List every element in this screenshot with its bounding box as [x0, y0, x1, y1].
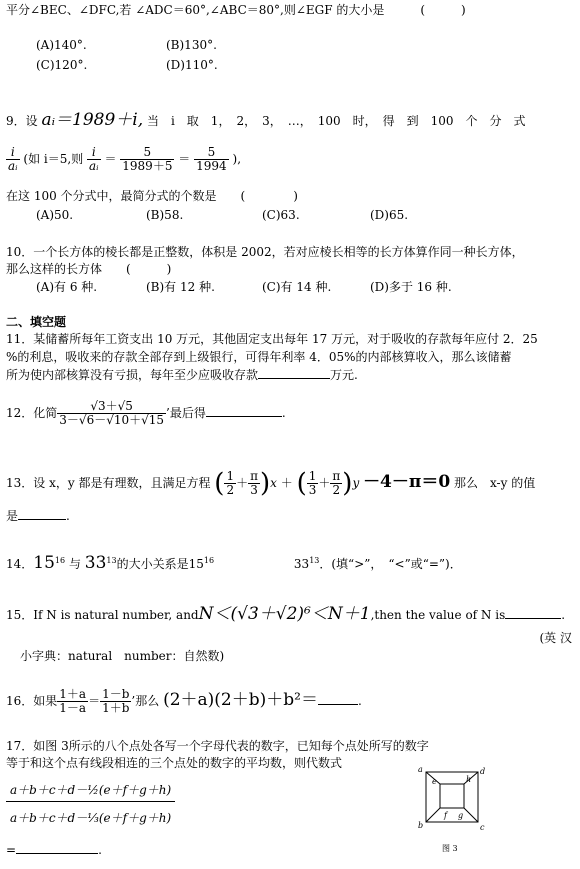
q17-line1: 17．如图 3所示的八个点处各写一个字母代表的数字，已知每个点处所写的数字	[6, 739, 429, 753]
q12-lead: 12．化简	[6, 406, 58, 420]
q10-option-c: (C)有 14 种.	[262, 280, 332, 294]
q14-lead: 14．	[6, 557, 34, 571]
q9-lead: 9．设	[6, 114, 38, 128]
q11-line3-text: 所为使内部核算没有亏损，每年至少应吸收存款	[6, 368, 259, 382]
point-label-h: h	[466, 775, 472, 784]
q17-line2: 等于和这个点有线段相连的三个点处的数字的平均数，则代数式	[6, 756, 343, 770]
q9-formula: aᵢ＝1989＋i,	[41, 110, 144, 130]
q16-answer-blank[interactable]	[318, 704, 358, 705]
q9-option-b: (B)58.	[146, 208, 184, 222]
q13-line2	[6, 508, 70, 524]
q15-formula: N＜(√3＋√2)⁶＜N＋1	[198, 604, 371, 624]
q17-answer-blank[interactable]	[16, 853, 98, 854]
q16-lead: 16．如果	[6, 694, 58, 708]
q9-suffix: ),	[232, 152, 242, 166]
q12-answer-blank[interactable]	[206, 416, 282, 417]
q17-eq: =	[6, 843, 17, 857]
q15-line1	[6, 606, 565, 623]
q16-frac-a: $\frac{1+a}{1-a}$	[59, 687, 87, 715]
q9-rest: 当 i 取 1， 2， 3， …， 100 时， 得 到 100 个 分 式	[146, 114, 526, 128]
q12-fraction: $\frac{√3+√5}{3-√6-√10+√15}$	[59, 399, 165, 427]
section-title: 二、填空题	[6, 315, 67, 329]
q15-tail: ,then the value of N is	[370, 608, 506, 622]
q9-line2	[6, 146, 241, 173]
q15-dict-note: 小字典：natural number：自然数)	[20, 649, 225, 663]
q9-option-d: (D)65.	[370, 208, 409, 222]
q8-option-a: (A)140°.	[36, 38, 87, 52]
q12-end: .	[281, 406, 286, 420]
q16-end: .	[357, 694, 362, 708]
q11-line3	[6, 367, 358, 383]
q9-frac-example: $\frac{i}{\text{aᵢ}}$	[89, 145, 99, 173]
q9-option-a: (A)50.	[36, 208, 74, 222]
q13-answer-blank[interactable]	[18, 519, 66, 520]
q14-line: 14．$15^{16}$ 与 $33^{13}$的大小关系是$15^{16}$ $33^{13}$．(填“>”， “<”或“=”)．	[6, 553, 462, 573]
q13-lead: 13．设 x，y 都是有理数，且满足方程	[6, 476, 211, 490]
q10-option-d: (D)多于 16 种.	[370, 280, 452, 294]
q14-text1: 的大小关系是15	[116, 557, 204, 571]
q13-frac-pi-3: $\frac{\pi}{3}$	[250, 469, 258, 497]
q9-line3: 在这 100 个分式中，最简分式的个数是 ( )	[6, 189, 298, 203]
q9-frac-5-1989: $\frac{5}{1989+5}$	[122, 145, 173, 173]
q17-end: .	[98, 843, 102, 857]
q16-expression: (2＋a)(2＋b)＋b²＝	[163, 690, 318, 710]
q14-base1: 15	[33, 553, 55, 573]
q10-line2: 那么这样的长方体 ( )	[6, 262, 172, 276]
q16-line: 16．如果 $\frac{1+a}{1-a}$ ＝ $\frac{1-b}{1+b}$ ’那么 (2＋a)(2＋b)＋b²＝ .	[6, 687, 362, 715]
q8-option-d: (D)110°.	[166, 58, 218, 72]
q11-line1: 11．某储蓄所每年工资支出 10 万元，其他固定支出每年 17 万元，对于吸收的存款每年应付 2．25	[6, 332, 538, 346]
q14-base2: 33	[84, 553, 107, 573]
q13-tail-text: 那么 x-y 的值	[454, 476, 536, 490]
q9-frac-i-over-ai: $\frac{i}{\text{aᵢ}}$	[8, 145, 18, 173]
q17-fraction	[6, 780, 175, 827]
q13-y: y	[352, 476, 360, 490]
q9-example-prefix: (如 i＝5,则	[23, 152, 84, 166]
q9-line1	[6, 112, 526, 129]
figure-caption: 图 3	[442, 844, 458, 853]
q16-tail: ’那么	[131, 694, 160, 708]
q13-frac-1-2: $\frac{1}{2}$	[226, 469, 235, 497]
q13-x: x	[270, 476, 277, 490]
q9-eq2: ＝	[178, 152, 191, 166]
q13-line1: 13．设 x，y 都是有理数，且满足方程 ( $\frac{1}{2}$ ＋ $\frac{\pi}{3}$ )x ＋ ( $\frac{1}{3}$ ＋ $\frac{\pi}{2}$ )y －4－π＝0 那么 x-y 的值	[6, 468, 536, 499]
q17-answer-line	[6, 842, 102, 858]
q15-dict-note-start: (英 汉	[539, 631, 572, 645]
q10-option-b: (B)有 12 种.	[146, 280, 215, 294]
point-label-g: g	[458, 811, 464, 820]
q14-text3: ．(填“>”， “<”或“=”)．	[319, 557, 462, 571]
q11-answer-blank[interactable]	[258, 378, 330, 379]
point-label-c: c	[480, 823, 485, 832]
point-label-a: a	[418, 765, 423, 774]
point-label-b: b	[418, 821, 424, 830]
q14-mid: 与	[68, 557, 81, 571]
q10-option-a: (A)有 6 种.	[36, 280, 98, 294]
q12-line	[6, 400, 286, 427]
q15-lead: 15．If N is natural number, and	[6, 608, 199, 622]
q14-text2: 33	[293, 557, 310, 571]
q9-option-c: (C)63.	[262, 208, 300, 222]
q12-tail: ’最后得	[166, 406, 206, 420]
q13-equation-tail: －4－π＝0	[363, 472, 451, 492]
figure-3-cube-diagram	[414, 762, 494, 854]
q15-end: .	[561, 608, 566, 622]
q16-frac-b: $\frac{1-b}{1+b}$	[102, 687, 130, 715]
q8-stem: 平分∠BEC、∠DFC,若 ∠ADC＝60°,∠ABC＝80°,则∠EGF 的大小是 ( )	[6, 3, 466, 17]
point-label-f: f	[444, 811, 447, 820]
q15-answer-blank[interactable]	[505, 618, 561, 619]
point-label-d: d	[480, 767, 486, 776]
q13-frac-1-3: $\frac{1}{3}$	[308, 469, 317, 497]
q13-frac-pi-2: $\frac{\pi}{2}$	[332, 469, 341, 497]
q11-line3-end: 万元.	[330, 368, 358, 382]
q13-line2-text: 是	[6, 509, 19, 523]
q10-line1: 10．一个长方体的棱长都是正整数，体积是 2002，若对应棱长相等的长方体算作同一种长方体，	[6, 245, 524, 259]
q17-big-fraction: $\frac{\text{a＋b＋c＋d－½(e＋f＋g＋h)}}{\text{a＋b＋c＋d－⅓(e＋f＋g＋h)}}$	[6, 780, 175, 827]
q13-end: .	[66, 509, 70, 523]
point-label-e: e	[432, 777, 437, 786]
q11-line2: %的利息，吸收来的存款全部存到上级银行，可得年利率 4．05%的内部核算收入，那么该储蓄	[6, 350, 512, 364]
inner-square	[440, 784, 464, 808]
q9-frac-5-1994: $\frac{5}{1994}$	[196, 145, 227, 173]
q8-option-c: (C)120°.	[36, 58, 88, 72]
q8-option-b: (B)130°.	[166, 38, 217, 52]
q9-eq1: ＝	[104, 152, 117, 166]
